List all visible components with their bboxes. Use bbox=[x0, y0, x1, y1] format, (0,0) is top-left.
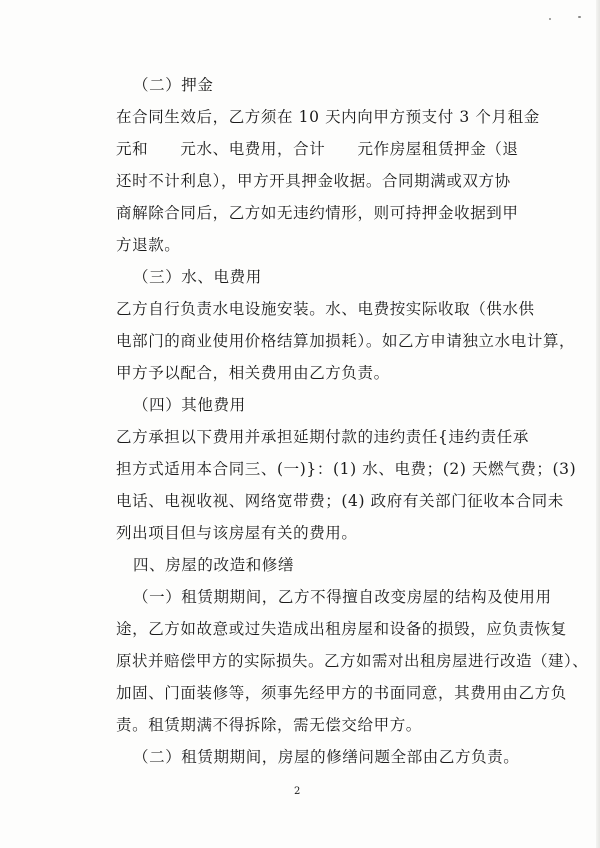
paragraph-line: 电部门的商业使用价格结算加损耗）。如乙方申请独立水电计算， bbox=[116, 332, 576, 350]
paragraph-line: 乙方自行负责水电设施安装。水、电费按实际收取（供水供 bbox=[116, 300, 535, 318]
scan-speck bbox=[549, 18, 551, 20]
page-number: 2 bbox=[294, 786, 301, 797]
section-heading-deposit: （二）押金 bbox=[133, 76, 214, 94]
section-heading-other-fees: （四）其他费用 bbox=[133, 396, 246, 414]
scan-edge bbox=[596, 0, 600, 848]
paragraph-line: 商解除合同后，乙方如无违约情形，则可持押金收据到甲 bbox=[116, 204, 519, 222]
paragraph-line: 还时不计利息），甲方开具押金收据。合同期满或双方协 bbox=[116, 172, 511, 190]
paragraph-line: 途，乙方如故意或过失造成出租房屋和设备的损毁，应负责恢复 bbox=[116, 620, 567, 638]
paragraph-line: 甲方予以配合，相关费用由乙方负责。 bbox=[116, 364, 390, 382]
paragraph-line: 乙方承担以下费用并承担延期付款的违约责任{违约责任承 bbox=[116, 428, 529, 446]
paragraph-line: （二）租赁期期间，房屋的修缮问题全部由乙方负责。 bbox=[133, 748, 520, 766]
paragraph-line: 原状并赔偿甲方的实际损失。乙方如需对出租房屋进行改造（建）、 bbox=[116, 652, 589, 670]
paragraph-line: 加固、门面装修等，须事先经甲方的书面同意，其费用由乙方负 bbox=[116, 684, 567, 702]
paragraph-line: 责。租赁期满不得拆除，需无偿交给甲方。 bbox=[116, 716, 422, 734]
section-heading-renovation: 四、房屋的改造和修缮 bbox=[133, 556, 295, 574]
paragraph-line: （一）租赁期期间，乙方不得擅自改变房屋的结构及使用用 bbox=[133, 588, 552, 606]
paragraph-line: 电话、电视收视、网络宽带费；(4) 政府有关部门征收本合同未 bbox=[116, 492, 564, 510]
paragraph-line: 方退款。 bbox=[116, 236, 181, 254]
scan-speck bbox=[578, 16, 581, 18]
section-heading-utilities: （三）水、电费用 bbox=[133, 268, 262, 286]
paragraph-line: 在合同生效后，乙方须在 10 天内向甲方预支付 3 个月租金 bbox=[116, 108, 540, 126]
paragraph-line: 担方式适用本合同三、(一)}：(1) 水、电费；(2) 天燃气费；(3) bbox=[116, 460, 577, 478]
paragraph-line: 列出项目但与该房屋有关的费用。 bbox=[116, 524, 358, 542]
paragraph-line: 元和 元水、电费用，合计 元作房屋租赁押金（退 bbox=[116, 140, 519, 158]
